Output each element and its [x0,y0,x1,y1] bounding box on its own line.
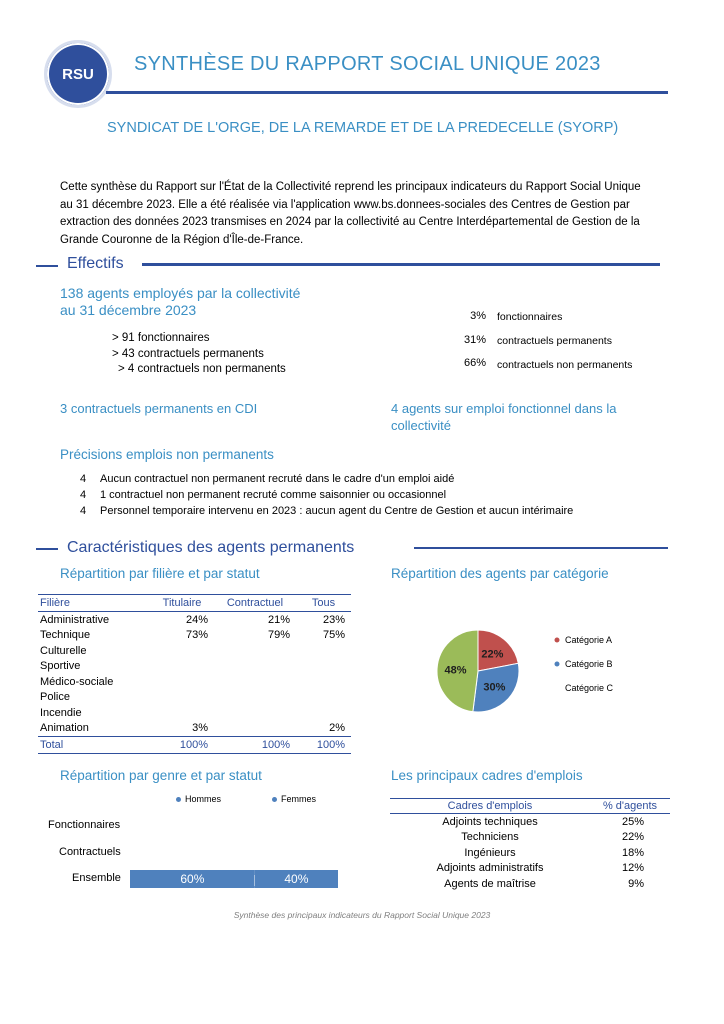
intro-line: Grande Couronne de la Région d'Île-de-France. [60,233,304,246]
table-row [38,690,351,706]
table-cell [214,659,296,675]
section-title-caracteristiques: Caractéristiques des agents permanents [67,539,355,556]
table-cell [296,643,351,659]
page-subtitle: SYNDICAT DE L'ORGE, DE LA REMARDE ET DE LA PREDECELLE (SYORP) [107,120,619,136]
table-cell: Police [40,691,70,704]
table-cell: 2% [329,722,345,735]
table-row [38,659,351,675]
pie-data-label: 48% [444,664,467,677]
table-cell [150,643,214,659]
table-cell [150,705,214,721]
table-cell [214,705,296,721]
table-total-row [38,737,351,754]
table-cell: Médico-sociale [40,675,114,688]
table-cell [150,690,214,706]
column-header: Tous [296,595,351,612]
table-cell [150,659,214,675]
categorie-pie-chart [430,620,670,720]
table-cell: 73% [185,629,208,642]
table-cell: 23% [322,613,345,626]
precision-marker: 4 [80,489,87,501]
precision-item [80,489,447,501]
table-row [390,814,670,830]
bar-data-label: 40% [284,872,309,886]
fonctionnel-line1: 4 agents sur emploi fonctionnel dans la [391,401,617,416]
table-cell [296,690,351,706]
breakdown-pct: 3% [470,310,486,322]
table-cell: Adjoints techniques [442,815,538,828]
table-cell: 3% [192,722,208,735]
fonctionnel-line2: collectivité [391,418,451,433]
legend-label: Femmes [281,794,317,804]
breakdown-pct: 66% [463,357,486,369]
precision-item [80,505,574,517]
table-cell: Techniciens [461,831,519,844]
precision-text: Aucun contractuel non permanent recruté dans le cadre d'un emploi aidé [100,473,455,485]
section-rule-right [414,547,668,549]
pie-data-label: 22% [481,648,504,661]
section-rule-left [36,265,58,267]
table-cell [150,674,214,690]
cadres-table [390,798,670,892]
breakdown-label: fonctionnaires [497,311,563,323]
cadres-title: Les principaux cadres d'emplois [391,768,583,783]
precision-text: 1 contractuel non permanent recruté comme saisonnier ou occasionnel [100,489,447,501]
intro-line: extraction des données 2023 transmises en 2024 par la collectivité au Centre Interdépartemental de Gestion de la [60,216,640,228]
precision-text: Personnel temporaire intervenu en 2023 : aucun agent du Centre de Gestion et aucun intérimaire [100,505,574,517]
breakdown-label: contractuels permanents [497,335,612,347]
table-cell [214,721,296,737]
effectifs-headline-line2: au 31 décembre 2023 [60,302,197,318]
table-row [390,861,670,877]
genre-title: Répartition par genre et par statut [60,768,262,783]
table-cell [296,674,351,690]
title-divider [106,91,668,94]
column-header: Contractuel [214,595,296,612]
table-cell: 21% [267,613,290,626]
table-cell [214,674,296,690]
page-title: SYNTHÈSE DU RAPPORT SOCIAL UNIQUE 2023 [134,53,601,75]
table-cell: 75% [322,629,345,642]
table-cell: 100% [214,737,296,754]
table-row [390,845,670,861]
table-cell: 18% [621,846,644,859]
table-cell: Culturelle [40,644,87,657]
genre-row-label: Ensemble [72,872,121,884]
table-header-row [390,799,670,814]
column-header: Cadres d'emplois [390,799,590,814]
table-cell: 79% [267,629,290,642]
table-row [38,674,351,690]
table-row [38,721,351,737]
legend-label: Hommes [185,794,222,804]
table-cell: Administrative [40,613,110,626]
list-item: > 91 fonctionnaires [112,332,210,344]
table-row [38,612,351,628]
precision-item [80,473,455,485]
genre-legend-hommes [176,794,221,804]
table-cell: Adjoints administratifs [436,862,544,875]
precision-marker: 4 [80,473,87,485]
column-header: Filière [38,595,150,612]
legend-label: Catégorie C [565,683,614,693]
breakdown-pct: 31% [463,334,486,346]
table-cell: 22% [621,831,644,844]
legend-dot-icon [555,662,560,667]
effectifs-headline-line1: 138 agents employés par la collectivité [60,285,301,301]
table-cell: Incendie [40,706,82,719]
table-row [38,628,351,644]
table-cell [296,705,351,721]
breakdown-label: contractuels non permanents [497,359,633,371]
precision-marker: 4 [80,505,87,517]
table-cell: 12% [621,862,644,875]
pie-data-label: 30% [483,681,506,694]
fonctionnel-stat [391,400,616,434]
table-cell: 100% [150,737,214,754]
rsu-logo [44,40,112,108]
filiere-title: Répartition par filière et par statut [60,566,260,581]
table-cell: 9% [628,877,644,890]
table-cell: 24% [185,613,208,626]
list-item: > 4 contractuels non permanents [118,363,286,375]
table-cell: 25% [621,815,644,828]
legend-label: Catégorie A [565,635,613,645]
table-cell: Total [38,737,150,754]
column-header: % d'agents [590,799,670,814]
section-title-effectifs: Effectifs [67,255,124,272]
genre-legend-femmes [272,794,316,804]
page-footer: Synthèse des principaux indicateurs du Rapport Social Unique 2023 [233,910,491,920]
intro-paragraph [60,179,660,249]
table-cell: Agents de maîtrise [444,877,536,890]
effectifs-headline [60,285,300,319]
table-row [390,830,670,846]
genre-row-label: Fonctionnaires [48,819,121,831]
table-header-row [38,595,351,612]
section-rule-right [142,263,660,266]
legend-dot-icon [272,797,277,802]
table-cell: Animation [40,722,89,735]
table-cell: Ingénieurs [464,846,516,859]
list-item: > 43 contractuels permanents [112,348,264,360]
categorie-title: Répartition des agents par catégorie [391,566,609,581]
column-header: Titulaire [150,595,214,612]
table-cell [214,643,296,659]
table-row [38,643,351,659]
table-row [390,876,670,892]
bar-data-label: 60% [180,872,205,886]
table-cell [214,690,296,706]
cdi-stat: 3 contractuels permanents en CDI [60,401,258,416]
filiere-table [38,594,351,754]
legend-dot-icon [176,797,181,802]
legend-label: Catégorie B [565,659,613,669]
table-cell: Sportive [40,660,81,673]
intro-line: Cette synthèse du Rapport sur l'État de la Collectivité reprend les principaux indicateurs du Rapport Social Unique [60,181,641,193]
section-rule-left [36,548,58,550]
table-cell: 100% [296,737,351,754]
table-cell [296,659,351,675]
legend-dot-icon [555,638,560,643]
table-cell: Technique [40,629,91,642]
rsu-logo-text: RSU [62,65,94,83]
intro-line: au 31 décembre 2023. Elle a été réalisée via l'application www.bs.donnees-sociales des Centres de Gestion par [60,198,630,211]
precisions-title: Précisions emplois non permanents [60,447,274,462]
genre-row-label: Contractuels [59,846,121,858]
genre-bar-chart [130,868,340,890]
table-row [38,705,351,721]
